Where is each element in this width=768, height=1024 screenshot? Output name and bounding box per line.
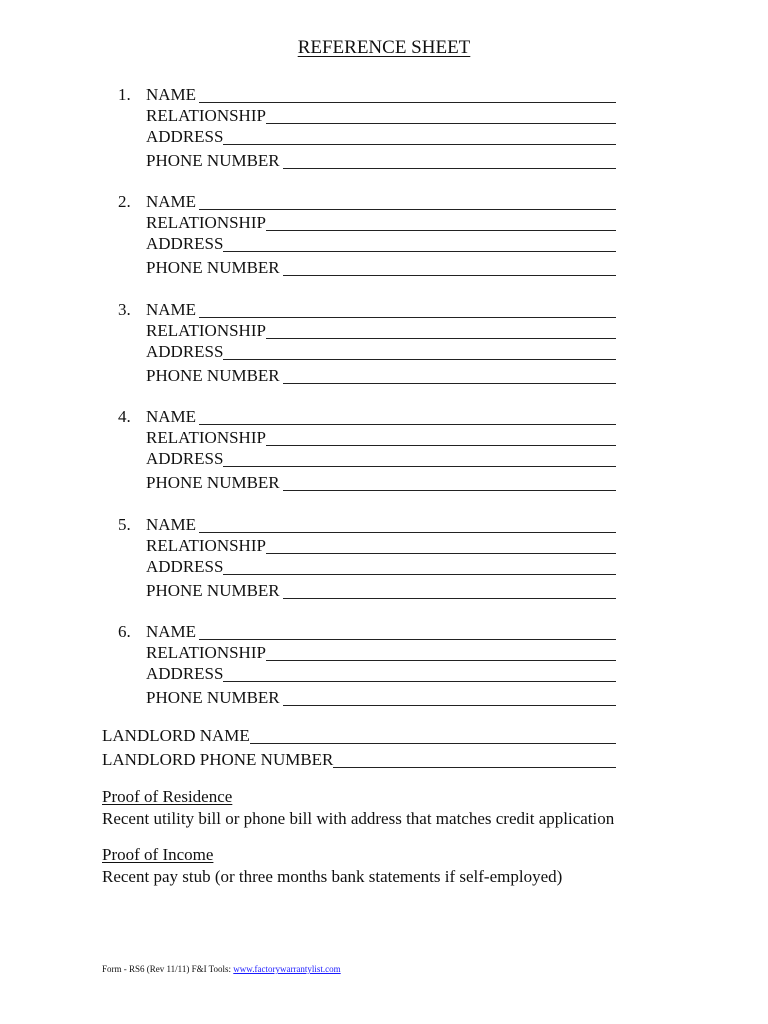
name-field[interactable] (146, 515, 616, 535)
reference-number: 5. (118, 514, 131, 534)
reference-entry (0, 622, 768, 729)
name-field[interactable] (146, 300, 616, 320)
address-label: ADDRESS (146, 556, 224, 576)
phone-line[interactable] (283, 490, 616, 491)
phone-label: PHONE NUMBER (146, 365, 280, 385)
name-field[interactable] (146, 192, 616, 212)
relationship-label: RELATIONSHIP (146, 535, 266, 555)
page-title: REFERENCE SHEET (297, 37, 471, 58)
phone-line[interactable] (283, 168, 616, 169)
name-label: NAME (146, 621, 197, 641)
phone-label: PHONE NUMBER (146, 473, 280, 493)
relationship-line[interactable] (266, 230, 616, 231)
reference-number: 6. (118, 621, 131, 641)
proof-of-income-text: Recent pay stub (or three months bank statements if self-employed) (102, 867, 563, 886)
footer-link[interactable]: www.factorywarrantylist.com (233, 964, 341, 974)
address-label: ADDRESS (146, 449, 224, 469)
relationship-label: RELATIONSHIP (146, 106, 266, 125)
phone-line[interactable] (283, 598, 616, 599)
address-field[interactable] (146, 557, 616, 577)
landlord-phone-field[interactable] (102, 750, 616, 770)
name-field[interactable] (146, 622, 616, 642)
relationship-line[interactable] (266, 553, 616, 554)
reference-entry (0, 515, 768, 622)
landlord-name-line[interactable] (250, 743, 616, 744)
name-line[interactable] (199, 102, 616, 103)
relationship-field[interactable] (146, 643, 616, 663)
proof-of-income-heading: Proof of Income (102, 845, 214, 864)
landlord-name-label: LANDLORD NAME (102, 726, 250, 745)
relationship-field[interactable] (146, 428, 616, 448)
name-label: NAME (146, 407, 197, 427)
name-label: NAME (146, 85, 197, 104)
reference-list (0, 85, 768, 729)
landlord-phone-line[interactable] (333, 767, 616, 768)
name-field[interactable] (146, 407, 616, 427)
phone-line[interactable] (283, 705, 616, 706)
address-line[interactable] (223, 251, 616, 252)
reference-entry (0, 192, 768, 299)
reference-number: 1. (118, 85, 131, 104)
phone-field[interactable] (146, 151, 616, 171)
relationship-line[interactable] (266, 445, 616, 446)
reference-number: 2. (118, 192, 131, 212)
name-label: NAME (146, 192, 197, 212)
phone-field[interactable] (146, 473, 616, 493)
relationship-line[interactable] (266, 123, 616, 124)
relationship-field[interactable] (146, 321, 616, 341)
relationship-line[interactable] (266, 338, 616, 339)
proof-of-residence-text: Recent utility bill or phone bill with address that matches credit application (102, 809, 615, 828)
name-line[interactable] (199, 532, 616, 533)
phone-field[interactable] (146, 688, 616, 708)
address-line[interactable] (223, 574, 616, 575)
relationship-label: RELATIONSHIP (146, 642, 266, 662)
address-label: ADDRESS (146, 341, 224, 361)
address-field[interactable] (146, 127, 616, 147)
phone-label: PHONE NUMBER (146, 151, 280, 170)
phone-field[interactable] (146, 366, 616, 386)
name-line[interactable] (199, 317, 616, 318)
phone-line[interactable] (283, 383, 616, 384)
name-line[interactable] (199, 209, 616, 210)
relationship-field[interactable] (146, 213, 616, 233)
relationship-label: RELATIONSHIP (146, 428, 266, 448)
address-line[interactable] (223, 681, 616, 682)
phone-field[interactable] (146, 258, 616, 278)
name-label: NAME (146, 514, 197, 534)
address-label: ADDRESS (146, 663, 224, 683)
name-label: NAME (146, 299, 197, 319)
address-label: ADDRESS (146, 234, 224, 254)
phone-field[interactable] (146, 581, 616, 601)
relationship-field[interactable] (146, 536, 616, 556)
phone-label: PHONE NUMBER (146, 258, 280, 278)
address-field[interactable] (146, 449, 616, 469)
address-line[interactable] (223, 144, 616, 145)
relationship-label: RELATIONSHIP (146, 213, 266, 233)
phone-line[interactable] (283, 275, 616, 276)
reference-number: 4. (118, 407, 131, 427)
footer-text: Form - RS6 (Rev 11/11) F&I Tools: (102, 964, 234, 974)
phone-label: PHONE NUMBER (146, 687, 280, 707)
landlord-name-field[interactable] (102, 726, 616, 746)
address-label: ADDRESS (146, 127, 224, 146)
reference-entry (0, 300, 768, 407)
name-line[interactable] (199, 424, 616, 425)
phone-label: PHONE NUMBER (146, 580, 280, 600)
address-field[interactable] (146, 664, 616, 684)
relationship-field[interactable] (146, 106, 616, 126)
reference-entry (0, 407, 768, 514)
address-line[interactable] (223, 359, 616, 360)
landlord-phone-label: LANDLORD PHONE NUMBER (102, 750, 334, 769)
footer (102, 964, 341, 974)
address-field[interactable] (146, 342, 616, 362)
reference-number: 3. (118, 299, 131, 319)
address-line[interactable] (223, 466, 616, 467)
proof-of-residence-heading: Proof of Residence (102, 787, 233, 806)
relationship-label: RELATIONSHIP (146, 320, 266, 340)
name-field[interactable] (146, 85, 616, 105)
name-line[interactable] (199, 639, 616, 640)
address-field[interactable] (146, 234, 616, 254)
relationship-line[interactable] (266, 660, 616, 661)
reference-entry (0, 85, 768, 192)
